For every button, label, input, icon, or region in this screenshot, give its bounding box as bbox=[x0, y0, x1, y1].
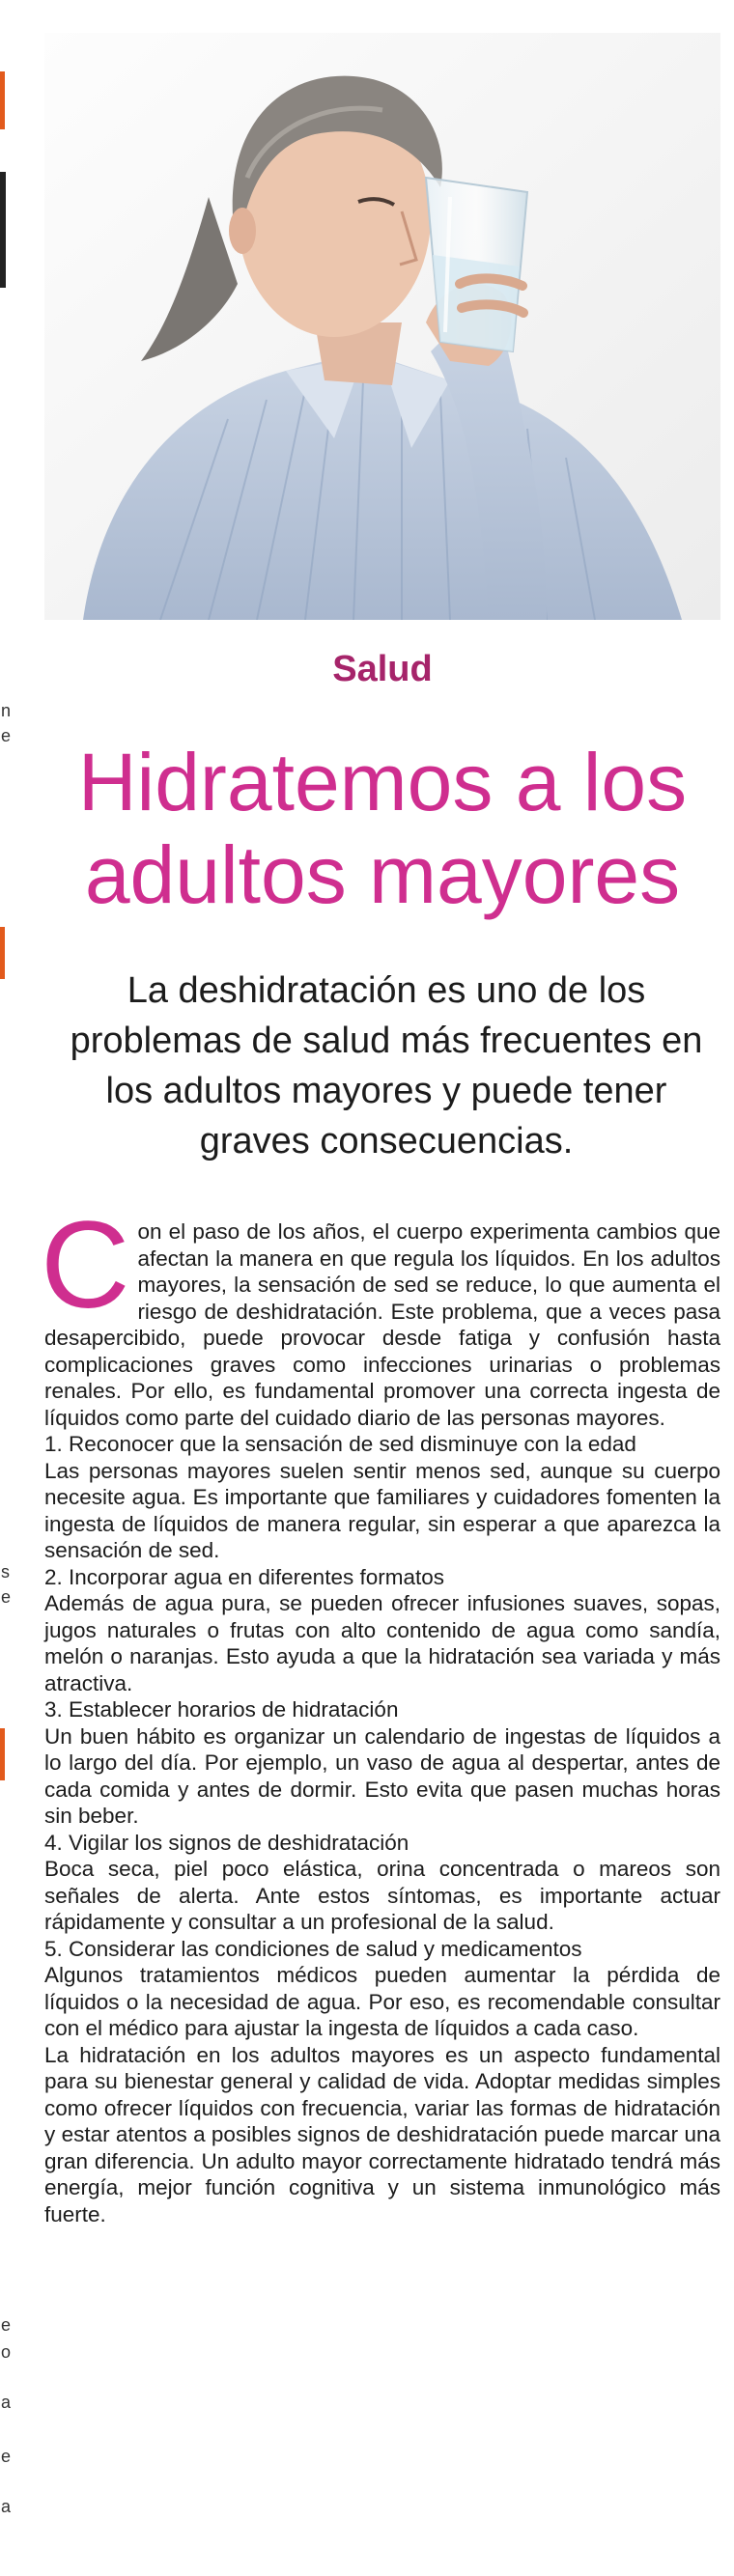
section-text: Un buen hábito es organizar un calendario de ingestas de líquidos a lo largo del día. Por ejemplo, un vaso de agua al despertar, antes de cada comida y antes de dormir. Esto evita que pasen muchas horas sin beber. bbox=[44, 1723, 720, 1828]
section-heading: 1. Reconocer que la sensación de sed disminuye con la edad bbox=[44, 1432, 636, 1456]
section-text: Las personas mayores suelen sentir menos sed, aunque su cuerpo necesite agua. Es importante que familiares y cuidadores fomenten la ingesta de líquidos de manera regular, sin esperar a que aparezca la sensación de sed. bbox=[44, 1458, 720, 1562]
gutter-fragment: e bbox=[1, 1587, 12, 1607]
gutter-accent-bar bbox=[0, 927, 5, 979]
gutter-accent-bar bbox=[0, 71, 5, 129]
drop-cap: C bbox=[41, 1196, 130, 1334]
section-text: Algunos tratamientos médicos pueden aumentar la pérdida de líquidos o la necesidad de agua. Por eso, es recomendable consultar con el médico para ajustar la ingesta de líquidos a cada caso. bbox=[44, 1963, 720, 2040]
section-text: Boca seca, piel poco elástica, orina concentrada o mareos son señales de alerta. Ante estos síntomas, es importante actuar rápidamente y consultar a un profesional de la salud. bbox=[44, 1857, 720, 1934]
gutter-fragment: e bbox=[1, 2315, 12, 2335]
section-heading: 2. Incorporar agua en diferentes formatos bbox=[44, 1564, 444, 1589]
article-title: Hidratemos a los adultos mayores bbox=[77, 737, 688, 920]
section-text: Además de agua pura, se pueden ofrecer infusiones suaves, sopas, jugos naturales o frutas con alto contenido de agua como sandía, melón o naranjas. Esto ayuda a que la hidratación sea variada y más atractiva. bbox=[44, 1591, 720, 1695]
intro-paragraph bbox=[41, 1196, 720, 1431]
conclusion-paragraph: La hidratación en los adultos mayores es un aspecto fundamental para su bienestar general y calidad de vida. Adoptar medidas simples como ofrecer líquidos con frecuencia, variar las formas de hidratación y estar atentos a posibles signos de deshidratación puede marcar una gran diferencia. Un adulto mayor correctamente hidratado tendrá más energía, mejor función cognitiva y un sistema inmunológico más fuerte. bbox=[44, 2042, 720, 2226]
gutter-fragment: s bbox=[1, 1562, 10, 1582]
adjacent-column-edge bbox=[0, 0, 39, 2576]
article-subtitle: La deshidratación es uno de los problemas de salud más frecuentes en los adultos mayores y puede tener graves consecuencias. bbox=[70, 970, 703, 1162]
section-heading: 3. Establecer horarios de hidratación bbox=[44, 1697, 399, 1722]
section-label: Salud bbox=[332, 649, 433, 689]
article-photo bbox=[44, 33, 720, 620]
gutter-fragment: e bbox=[1, 2447, 12, 2466]
gutter-dark-strip bbox=[0, 172, 6, 288]
section-heading: 5. Considerar las condiciones de salud y medicamentos bbox=[44, 1936, 582, 1961]
gutter-fragment: a bbox=[1, 2497, 12, 2516]
article-body bbox=[41, 1196, 720, 2227]
gutter-fragment: a bbox=[1, 2393, 12, 2412]
woman-drinking-water-illustration bbox=[44, 33, 720, 620]
gutter-fragment: n bbox=[1, 701, 12, 720]
gutter-accent-bar bbox=[0, 1728, 5, 1780]
section-heading: 4. Vigilar los signos de deshidratación bbox=[44, 1830, 409, 1855]
intro-text: on el paso de los años, el cuerpo experimenta cambios que afectan la manera en que regula los líquidos. En los adultos mayores, la sensación de sed se reduce, lo que aumenta el riesgo de deshidratación. Este problema, que a veces pasa desapercibido, puede provocar desde fatiga y confusión hasta complicaciones graves como infecciones urinarias o problemas renales. Por ello, es fundamental promover una correcta ingesta de líquidos como parte del cuidado diario de las personas mayores. bbox=[44, 1219, 720, 1430]
gutter-fragment: e bbox=[1, 726, 12, 745]
gutter-fragment: o bbox=[1, 2342, 12, 2362]
